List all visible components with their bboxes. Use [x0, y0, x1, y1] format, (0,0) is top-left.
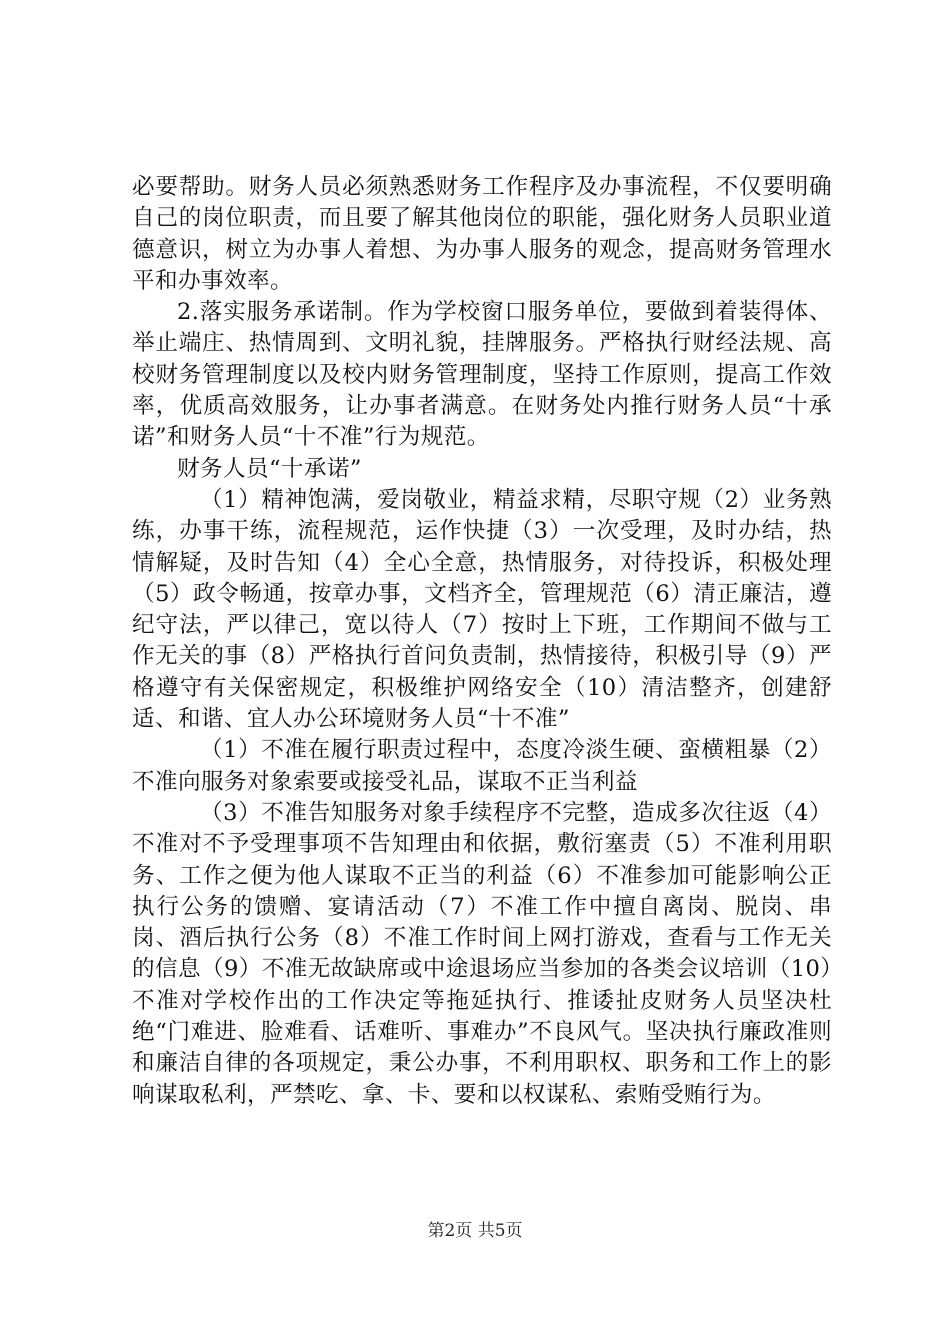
paragraph-prohibitions-part1: （1）不准在履行职责过程中，态度冷淡生硬、蛮横粗暴（2）不准向服务对象索要或接受礼品，谋取不正当利益	[132, 737, 832, 795]
paragraph-ten-commitments-list: （1）精神饱满，爱岗敬业，精益求精，尽职守规（2）业务熟练，办事干练，流程规范，运作快捷（3）一次受理，及时办结，热情解疑，及时告知（4）全心全意，热情服务，对待投诉，积极处理（5）政令畅通，按章办事，文档齐全，管理规范（6）清正廉洁，遵纪守法，严以律己，宽以待人（7）按时上下班，工作期间不做与工作无关的事（8）严格执行首问负责制，热情接待，积极引导（9）严格遵守有关保密规定，积极维护网络安全（10）清洁整齐，创建舒适、和谐、宜人办公环境财务人员“十不准”	[132, 486, 832, 733]
document-body	[132, 172, 832, 1111]
page-footer: 第2页 共5页	[427, 1221, 523, 1241]
paragraph-service-commitment: 2.落实服务承诺制。作为学校窗口服务单位，要做到着装得体、举止端庄、热情周到、文明礼貌，挂牌服务。严格执行财经法规、高校财务管理制度以及校内财务管理制度，坚持工作原则，提高工作效率，优质高效服务，让办事者满意。在财务处内推行财务人员“十承诺”和财务人员“十不准”行为规范。	[132, 299, 832, 451]
paragraph-prohibitions-part2: （3）不准告知服务对象手续程序不完整，造成多次往返（4）不准对不予受理事项不告知理由和依据，敷衍塞责（5）不准利用职务、工作之便为他人谋取不正当的利益（6）不准参加可能影响公正执行公务的馈赠、宴请活动（7）不准工作中擅自离岗、脱岗、串岗、酒后执行公务（8）不准工作时间上网打游戏，查看与工作无关的信息（9）不准无故缺席或中途退场应当参加的各类会议培训（10）不准对学校作出的工作决定等拖延执行、推诿扯皮财务人员坚决杜绝“门难进、脸难看、话难听、事难办”不良风气。坚决执行廉政准则和廉洁自律的各项规定，秉公办事，不利用职权、职务和工作上的影响谋取私利，严禁吃、拿、卡、要和以权谋私、索贿受贿行为。	[132, 799, 832, 1108]
heading-ten-commitments: 财务人员“十承诺”	[177, 455, 362, 482]
paragraph-continuation: 必要帮助。财务人员必须熟悉财务工作程序及办事流程，不仅要明确自己的岗位职责，而且要了解其他岗位的职能，强化财务人员职业道德意识，树立为办事人着想、为办事人服务的观念，提高财务管理水平和办事效率。	[132, 174, 832, 294]
